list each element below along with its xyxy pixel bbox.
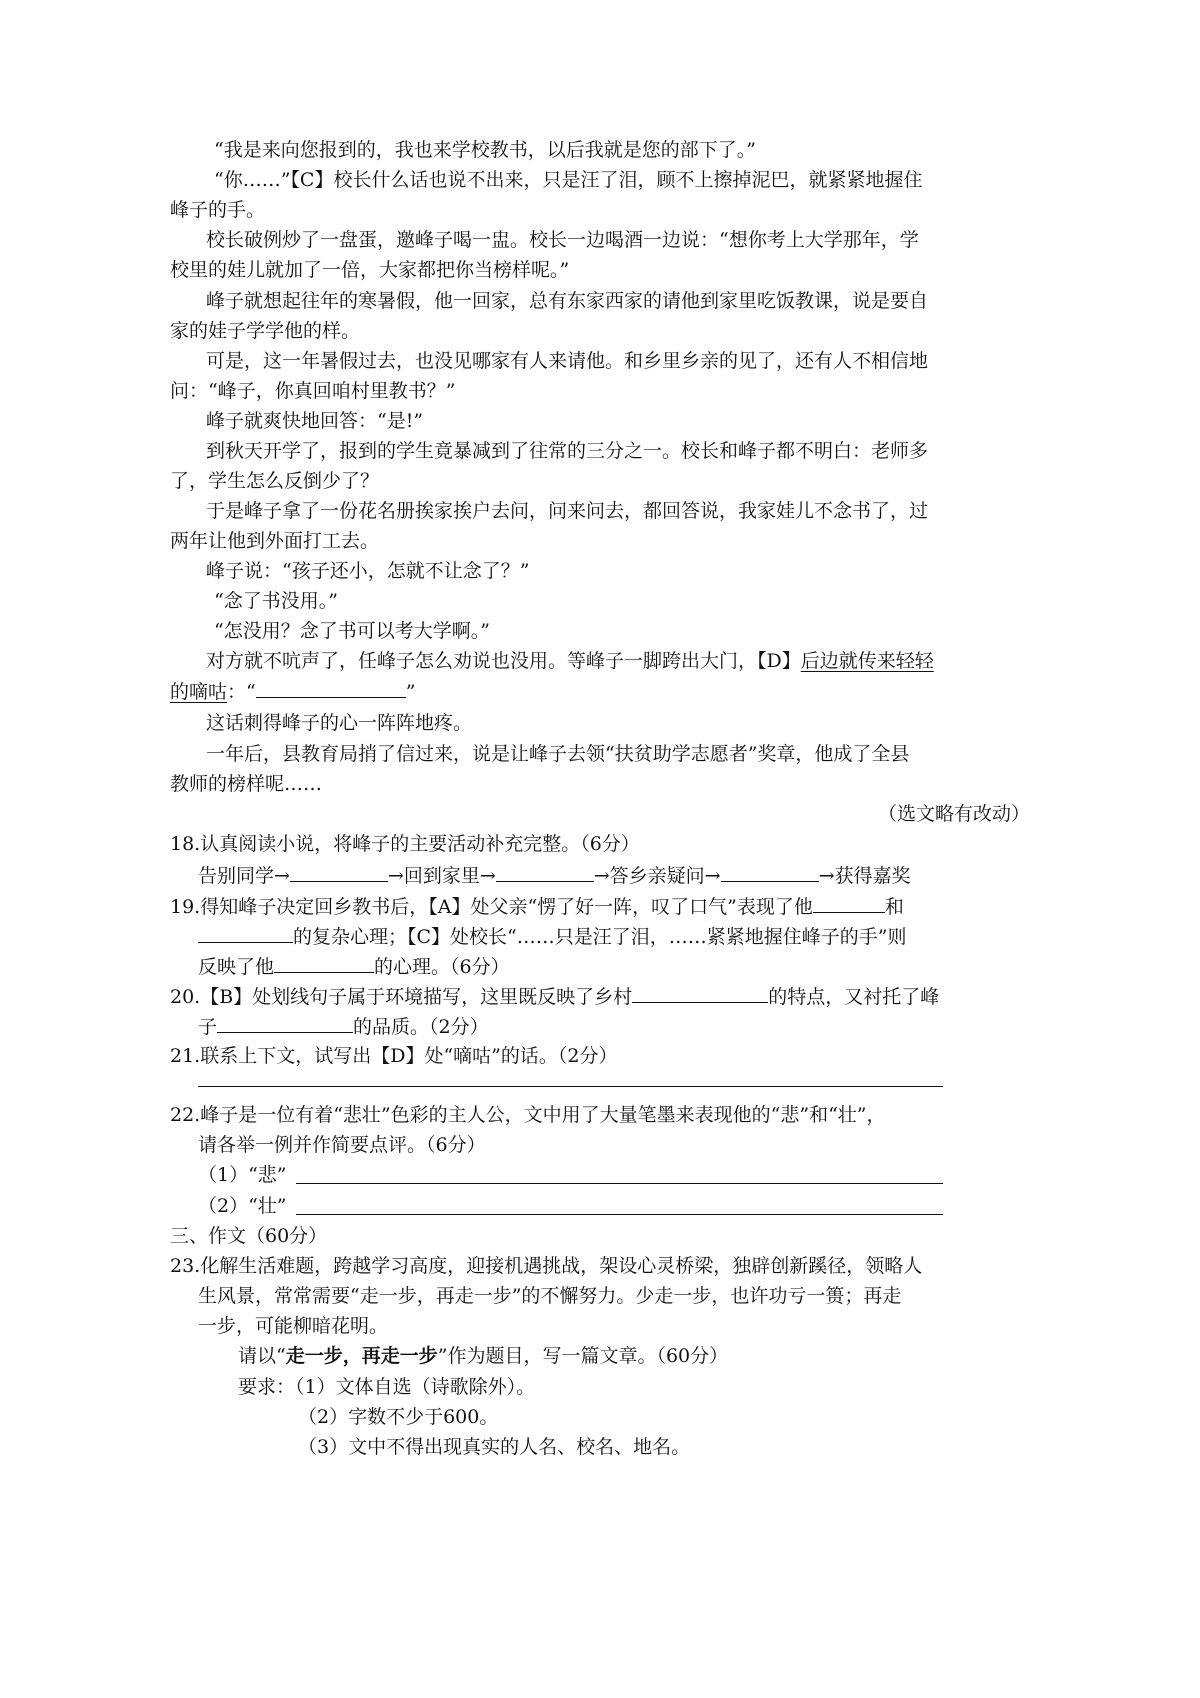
answer-blank[interactable] [290, 861, 388, 882]
story-paragraph: 一年后，县教育局捎了信过来，说是让峰子去领“扶贫助学志愿者”奖章，他成了全县 [206, 743, 910, 765]
question-21: 21.联系上下文，试写出【D】处“嘀咕”的话。（2分） [170, 1045, 618, 1067]
question-23-cont: 一步，可能柳暗花明。 [198, 1315, 389, 1337]
question-text: 的特点，又衬托了峰 [768, 986, 940, 1008]
story-paragraph: 可是，这一年暑假过去，也没见哪家有人来请他。和乡里乡亲的见了，还有人不相信地 [206, 350, 929, 372]
story-paragraph: “怎没用？念了书可以考大学啊。” [214, 620, 490, 642]
answer-blank[interactable] [198, 922, 293, 943]
question-22: 22.峰子是一位有着“悲壮”色彩的主人公，文中用了大量笔墨来表现他的“悲”和“壮”， [170, 1104, 886, 1126]
story-paragraph: 于是峰子拿了一份花名册挨家挨户去问，问来问去，都回答说，我家娃儿不念书了，过 [206, 500, 929, 522]
flow-step: →答乡亲疑问→ [593, 865, 721, 887]
story-paragraph: “念了书没用。” [214, 590, 338, 612]
question-text: 的复杂心理；【C】处校长“……只是汪了泪，……紧紧地握住峰子的手”则 [293, 926, 907, 948]
question-18: 18.认真阅读小说，将峰子的主要活动补充完整。（6分） [170, 833, 640, 855]
underlined-sentence-d: 的嘀咕 [170, 681, 228, 703]
story-text: ：“ [227, 681, 256, 703]
answer-blank[interactable] [256, 677, 406, 698]
story-paragraph: 峰子的手。 [170, 199, 266, 221]
story-paragraph: 到秋天开学了，报到的学生竟暴减到了往常的三分之一。校长和峰子都不明白：老师多 [206, 440, 929, 462]
answer-line[interactable] [198, 1086, 943, 1087]
story-paragraph: “我是来向您报到的，我也来学校教书，以后我就是您的部下了。” [214, 139, 756, 161]
story-paragraph: 教师的榜样呢…… [170, 773, 323, 795]
answer-blank[interactable] [217, 1012, 353, 1033]
answer-blank[interactable] [632, 982, 768, 1003]
question-text: 子 [198, 1016, 218, 1038]
answer-blank[interactable] [496, 861, 594, 882]
prompt-text: 请以“ [238, 1345, 286, 1367]
essay-prompt [238, 1342, 728, 1370]
story-paragraph: 校里的娃儿就加了一倍，大家都把你当榜样呢。” [170, 259, 570, 281]
answer-blank[interactable] [813, 892, 885, 913]
answer-line[interactable] [296, 1183, 943, 1184]
question-23-cont: 生风景，常常需要“走一步，再走一步”的不懈努力。少走一步，也许功亏一篑；再走 [198, 1285, 902, 1307]
story-text: 对方就不吭声了，任峰子怎么劝说也没用。等峰子一脚跨出大门，【D】 [206, 650, 801, 672]
question-text: 19.得知峰子决定回乡教书后，【A】处父亲“愣了好一阵，叹了口气”表现了他 [170, 896, 813, 918]
question-19-cont [198, 922, 906, 950]
story-paragraph: 家的娃子学学他的样。 [170, 320, 361, 342]
question-22-cont: 请各举一例并作简要点评。（6分） [198, 1134, 486, 1156]
underlined-sentence-d: 后边就传来轻轻 [800, 650, 934, 672]
question-text: 的品质。（2分） [353, 1016, 489, 1038]
question-text: 20.【B】处划线句子属于环境描写，这里既反映了乡村 [170, 986, 633, 1008]
answer-blank[interactable] [274, 952, 374, 973]
question-18-flow [198, 861, 911, 889]
story-paragraph: 峰子就想起往年的寒暑假，他一回家，总有东家西家的请他到家里吃饭教课，说是要自 [206, 290, 929, 312]
question-19 [170, 892, 904, 920]
story-paragraph: 峰子说：“孩子还小，怎就不让念了？” [206, 560, 530, 582]
prompt-text: ”作为题目，写一篇文章。（60分） [437, 1345, 729, 1367]
question-22-part-2: （2）“壮” [198, 1195, 287, 1217]
flow-step: →获得嘉奖 [818, 865, 911, 887]
story-paragraph-d-cont [170, 677, 415, 705]
story-text: ” [405, 681, 416, 703]
source-note: （选文略有改动） [878, 803, 1031, 825]
section-heading: 三、作文（60分） [170, 1225, 328, 1247]
story-paragraph: 校长破例炒了一盘蛋，邀峰子喝一盅。校长一边喝酒一边说：“想你考上大学那年，学 [206, 229, 919, 251]
essay-requirement: （3）文中不得出现真实的人名、校名、地名。 [298, 1436, 691, 1458]
story-paragraph: 峰子就爽快地回答：“是!” [206, 410, 424, 432]
question-19-cont [198, 952, 510, 980]
essay-requirement: 要求：（1）文体自选（诗歌除外）。 [238, 1376, 536, 1398]
flow-step: 告别同学→ [198, 865, 290, 887]
question-text: 和 [884, 896, 904, 918]
question-22-part-1: （1）“悲” [198, 1164, 287, 1186]
story-paragraph: 问：“峰子，你真回咱村里教书？” [170, 380, 456, 402]
story-paragraph-d [206, 647, 934, 675]
essay-requirement: （2）字数不少于600。 [298, 1406, 499, 1428]
answer-line[interactable] [296, 1214, 943, 1215]
question-23: 23.化解生活难题，跨越学习高度，迎接机遇挑战，架设心灵桥梁，独辟创新蹊径，领略人 [170, 1255, 923, 1277]
question-text: 反映了他 [198, 956, 275, 978]
question-text: 的心理。（6分） [374, 956, 510, 978]
story-paragraph: 这话刺得峰子的心一阵阵地疼。 [206, 712, 473, 734]
flow-step: →回到家里→ [387, 865, 496, 887]
question-20-cont [198, 1012, 489, 1040]
answer-blank[interactable] [721, 861, 819, 882]
question-20 [170, 982, 939, 1010]
essay-title: 走一步，再走一步 [285, 1345, 438, 1367]
story-paragraph: 了，学生怎么反倒少了？ [170, 470, 380, 492]
story-paragraph: 两年让他到外面打工去。 [170, 530, 380, 552]
story-paragraph: “你……”【C】校长什么话也说不出来，只是汪了泪，顾不上擦掉泥巴，就紧紧地握住 [214, 169, 923, 191]
